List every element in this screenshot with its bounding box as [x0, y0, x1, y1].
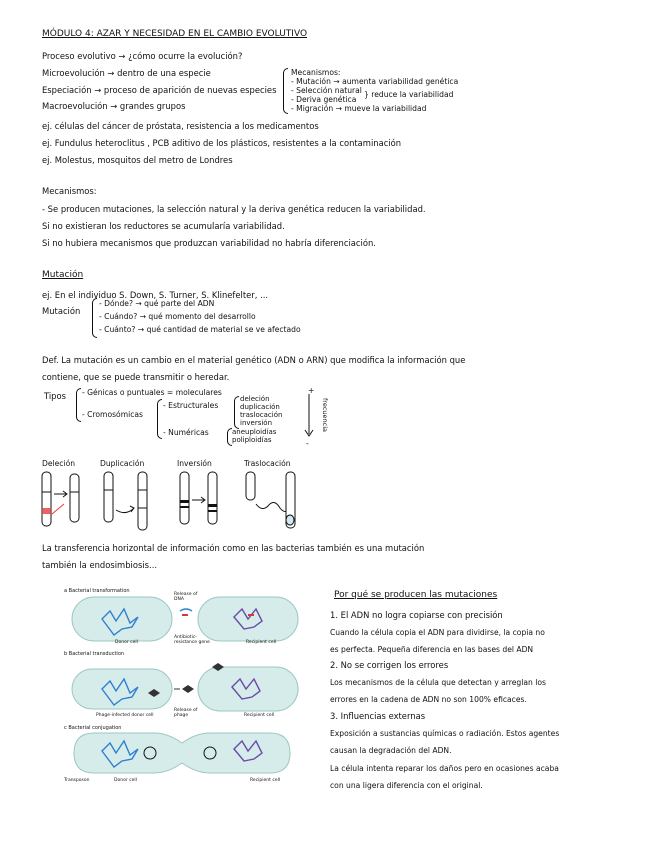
- type-aneuploidy: aneuploidías: [232, 428, 277, 436]
- mech-4: - Migración → mueve la variabilidad: [291, 104, 427, 113]
- intro-line-1: Proceso evolutivo → ¿cómo ocurre la evolución?: [42, 51, 243, 61]
- why-text-2a: Los mecanismos de la célula que detectan y arreglan los: [330, 678, 546, 687]
- intro-line-3: Especiación → proceso de aparición de nuevas especies: [42, 85, 277, 95]
- mutation-question-1: - Dónde? → qué parte del ADN: [99, 299, 215, 308]
- mutation-title: Mutación: [42, 270, 84, 280]
- mutation-question-3: - Cuánto? → qué cantidad de material se ve afectado: [99, 325, 301, 334]
- why-heading-2: 2. No se corrigen los errores: [330, 660, 449, 670]
- definition-line-1: Def. La mutación es un cambio en el material genético (ADN o ARN) que modifica la información que: [42, 355, 466, 365]
- mechanisms-brace: [283, 68, 288, 114]
- why-heading-1: 1. El ADN no logra copiarse con precisión: [330, 610, 503, 620]
- structural-brace: [234, 396, 239, 429]
- figure-label-c: c Bacterial conjugation: [64, 725, 122, 731]
- label-inversion: Inversión: [177, 459, 212, 468]
- type-duplication: duplicación: [240, 403, 280, 411]
- chromosomal-brace: [157, 399, 162, 439]
- frequency-label: frecuencia: [321, 398, 329, 432]
- mechanisms-line-2: Si no existieran los reductores se acumularía variabilidad.: [42, 221, 285, 231]
- mech-2: - Selección natural: [291, 86, 362, 95]
- deletion-sketch: [42, 472, 79, 526]
- figure-donor-cell-a: Donor cell: [115, 640, 138, 645]
- panel-conjugation: [74, 733, 290, 773]
- label-duplication: Duplicación: [100, 459, 145, 468]
- bacterial-transfer-figure: [62, 585, 314, 775]
- type-deletion: deleción: [240, 395, 270, 403]
- types-chromosomal: - Cromosómicas: [82, 410, 143, 419]
- mech-1: - Mutación → aumenta variabilidad genética: [291, 77, 459, 86]
- why-text-2b: errores en la cadena de ADN no son 100% eficaces.: [330, 695, 527, 704]
- frequency-arrow-icon: [304, 394, 314, 438]
- types-brace: [76, 388, 81, 422]
- type-translocation: traslocación: [240, 411, 283, 419]
- label-translocation: Traslocación: [244, 459, 291, 468]
- figure-antibiotic-gene: Antibiotic-resistance gene: [174, 635, 210, 645]
- example-2: ej. Fundulus heteroclitus , PCB aditivo de los plásticos, resistentes a la contaminación: [42, 138, 402, 148]
- chromosome-diagrams: [38, 470, 308, 540]
- why-text-1b: es perfecta. Pequeña diferencia en las bases del ADN: [330, 645, 534, 654]
- why-text-1a: Cuando la célula copia el ADN para dividirse, la copia no: [330, 628, 545, 637]
- definition-line-2: contiene, que se puede transmitir o heredar.: [42, 372, 230, 382]
- why-text-3d: con una ligera diferencia con el original.: [330, 781, 483, 790]
- transfer-line-2: también la endosimbiosis...: [42, 560, 158, 570]
- why-text-3a: Exposición a sustancias químicas o radiación. Estos agentes: [330, 729, 560, 738]
- figure-recipient-cell-b: Recipient cell: [244, 713, 275, 718]
- figure-recipient-cell-c: Recipient cell: [250, 778, 281, 783]
- mutation-label: Mutación: [42, 306, 81, 316]
- figure-recipient-cell-a: Recipient cell: [246, 640, 277, 645]
- frequency-minus: -: [306, 439, 309, 448]
- mutation-brace: [92, 298, 97, 338]
- why-heading-3: 3. Influencias externas: [330, 711, 426, 721]
- figure-release-phage: Release of phage: [174, 708, 198, 718]
- figure-donor-cell-c: Donor cell: [114, 778, 137, 783]
- label-deletion: Deleción: [42, 459, 76, 468]
- types-numerical: - Numéricas: [163, 428, 209, 437]
- why-text-3b: causan la degradación del ADN.: [330, 746, 452, 755]
- intro-line-4: Macroevolución → grandes grupos: [42, 101, 186, 111]
- why-text-3c: La célula intenta reparar los daños pero en ocasiones acaba: [330, 764, 559, 773]
- page-title: MÓDULO 4: AZAR Y NECESIDAD EN EL CAMBIO EVOLUTIVO: [42, 29, 308, 39]
- transfer-line-1: La transferencia horizontal de información como en las bacterias también es una mutación: [42, 543, 425, 553]
- mechanisms-line-3: Si no hubiera mecanismos que produzcan variabilidad no habría diferenciación.: [42, 238, 376, 248]
- figure-label-a: a Bacterial transformation: [64, 588, 130, 594]
- mutation-example: ej. En el individuo S. Down, S. Turner, S. Klinefelter, ...: [42, 290, 269, 300]
- mech-reduce: } reduce la variabilidad: [364, 90, 454, 99]
- types-label: Tipos: [44, 391, 66, 401]
- figure-release-dna: Release of DNA: [174, 592, 198, 602]
- example-3: ej. Molestus, mosquitos del metro de Londres: [42, 155, 233, 165]
- mutation-question-2: - Cuándo? → qué momento del desarrollo: [99, 312, 256, 321]
- mechanisms-line-1: - Se producen mutaciones, la selección natural y la deriva genética reducen la variabilidad.: [42, 204, 426, 214]
- type-polyploidy: poliploidías: [232, 436, 272, 444]
- mechanisms-title: Mecanismos:: [42, 186, 97, 196]
- types-structural: - Estructurales: [163, 401, 219, 410]
- why-title: Por qué se producen las mutaciones: [334, 590, 498, 600]
- figure-label-b: b Bacterial transduction: [64, 651, 125, 657]
- intro-line-2: Microevolución → dentro de una especie: [42, 68, 211, 78]
- frequency-plus: +: [308, 386, 315, 395]
- mech-title: Mecanismos:: [291, 68, 341, 77]
- mech-3: - Deriva genética: [291, 95, 357, 104]
- type-inversion: inversión: [240, 419, 273, 427]
- translocation-sketch: [246, 472, 295, 528]
- types-genic: - Génicas o puntuales = moleculares: [82, 388, 222, 397]
- figure-phage-donor: Phage-infected donor cell: [96, 713, 154, 718]
- example-1: ej. células del cáncer de próstata, resistencia a los medicamentos: [42, 121, 319, 131]
- duplication-sketch: [104, 472, 147, 530]
- figure-transposon: Transposon: [64, 778, 90, 783]
- panel-transduction: [72, 663, 298, 711]
- inversion-sketch: [180, 472, 217, 524]
